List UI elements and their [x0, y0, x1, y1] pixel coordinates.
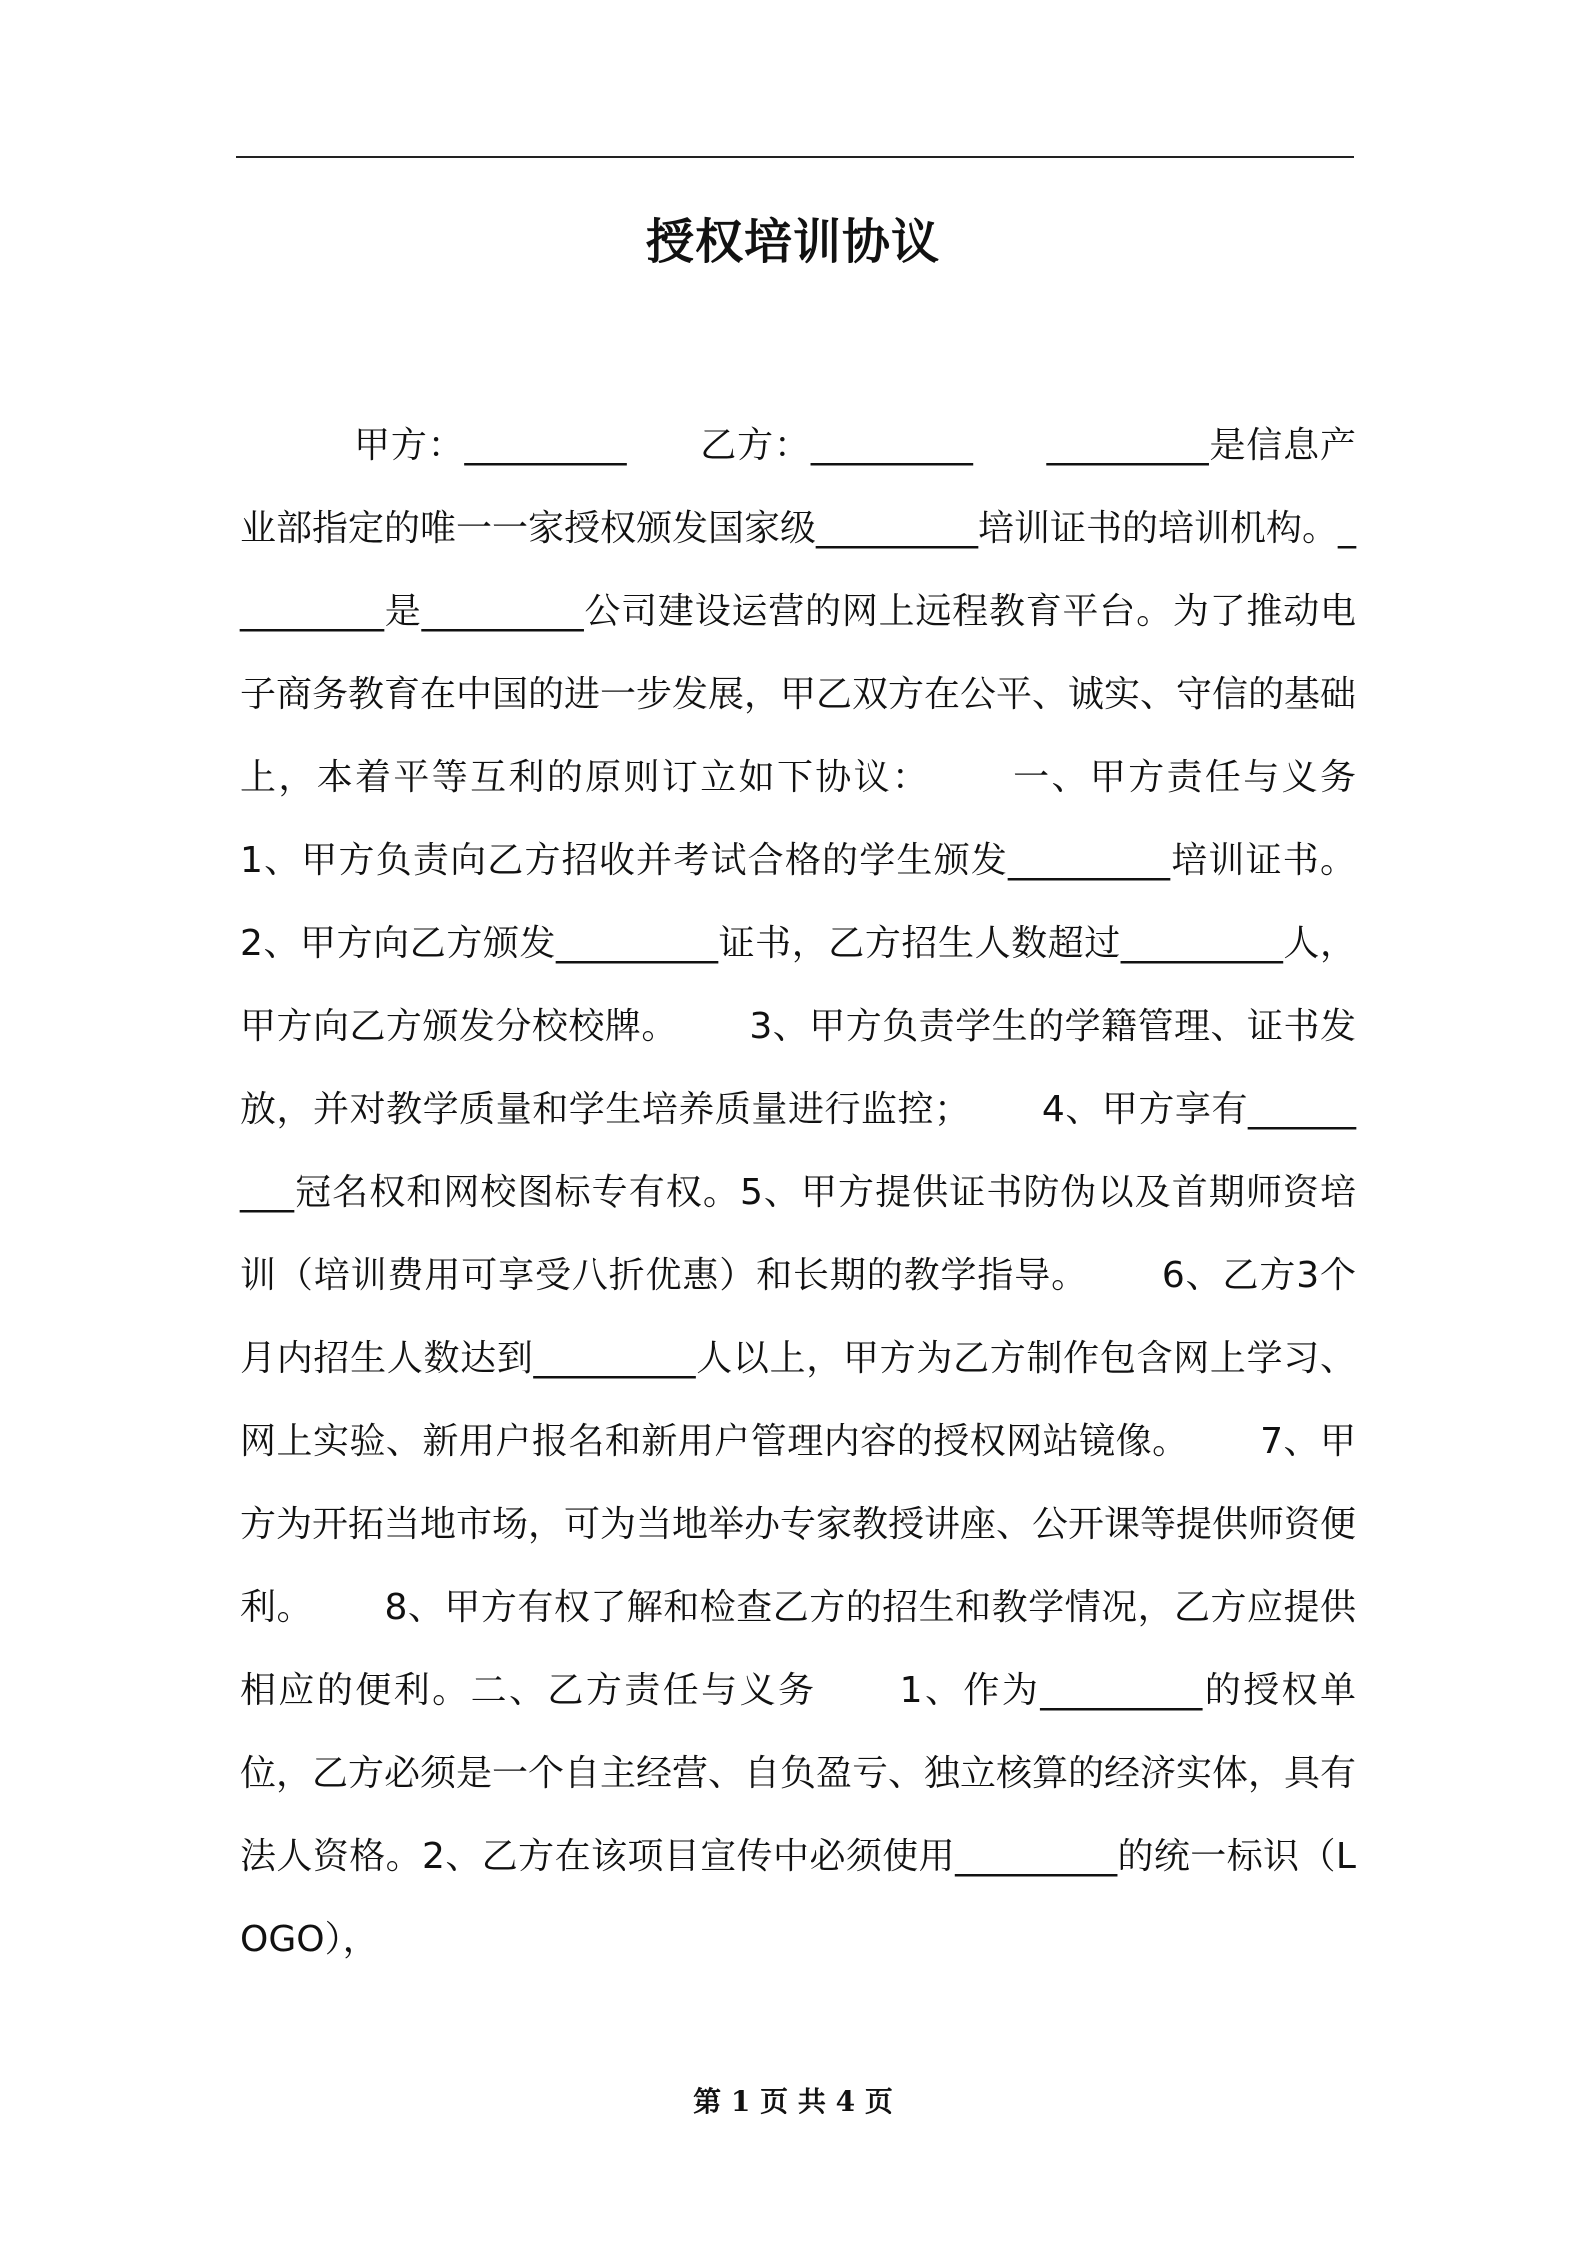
header-rule — [236, 156, 1354, 158]
agreement-body: 甲方：_________ 乙方：_________ _________是信息产业部指定的唯一一家授权颁发国家级_________培训证书的培训机构。_________是_________公司建设运营的网上远程教育平台。为了推动电子商务教育在中国的进一步发展，甲乙双方在公平、诚实、守信的基础上，本着平等互利的原则订立如下协议： 一、甲方责任与义务 1、甲方负责向乙方招收并考试合格的学生颁发_________培训证书。 2、甲方向乙方颁发_________证书，乙方招生人数超过_________人，甲方向乙方颁发分校校牌。 3、甲方负责学生的学籍管理、证书发放，并对教学质量和学生培养质量进行监控； 4、甲方享有_________冠名权和网校图标专有权。5、甲方提供证书防伪以及首期师资培训（培训费用可享受八折优惠）和长期的教学指导。 6、乙方3个月内招生人数达到_________人以上，甲方为乙方制作包含网上学习、网上实验、新用户报名和新用户管理内容的授权网站镜像。 7、甲方为开拓当地市场，可为当地举办专家教授讲座、公开课等提供师资便利。 8、甲方有权了解和检查乙方的招生和教学情况，乙方应提供相应的便利。二、乙方责任与义务 1、作为_________的授权单位，乙方必须是一个自主经营、自负盈亏、独立核算的经济实体，具有法人资格。2、乙方在该项目宣传中必须使用_________的统一标识（LOGO）， — [240, 425, 1425, 1960]
document-title: 授权培训协议 — [645, 214, 940, 270]
page-footer: 第 1 页 共 4 页 — [693, 2085, 893, 2118]
